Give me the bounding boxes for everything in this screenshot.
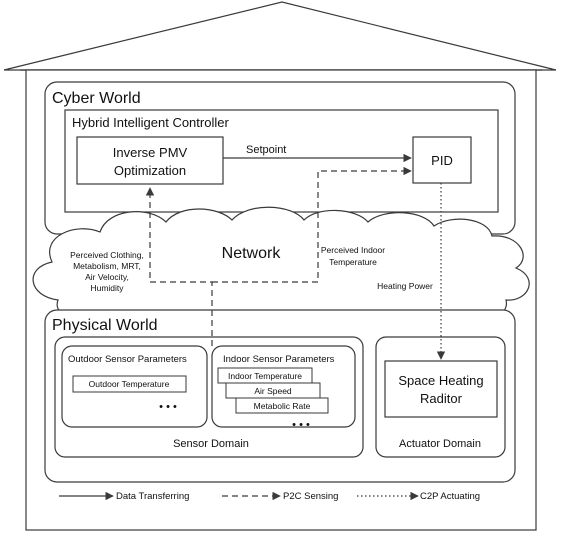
sensor-domain-label: Sensor Domain — [173, 438, 249, 450]
metabolic-rate-label: Metabolic Rate — [253, 401, 311, 411]
network-label: Network — [221, 245, 281, 262]
actuator-domain-label: Actuator Domain — [399, 438, 481, 450]
cyber-world-label: Cyber World — [52, 90, 141, 107]
legend-p2c-sensing: P2C Sensing — [283, 491, 339, 502]
outdoor-sensor-title: Outdoor Sensor Parameters — [68, 354, 187, 365]
outdoor-temperature-label: Outdoor Temperature — [88, 379, 170, 389]
outdoor-ellipsis: • • • — [159, 401, 177, 413]
perceived-clothing-line4: Humidity — [90, 283, 124, 293]
perceived-clothing-line1: Perceived Clothing, — [70, 250, 144, 260]
perceived-clothing-line2: Metabolism, MRT, — [73, 261, 141, 271]
physical-world-label: Physical World — [52, 317, 158, 334]
house-roof — [4, 2, 556, 70]
legend-data-transferring: Data Transferring — [116, 491, 190, 502]
perceived-indoor-line2: Temperature — [329, 257, 377, 267]
perceived-indoor-line1: Perceived Indoor — [320, 245, 386, 255]
inverse-pmv-line2: Optimization — [113, 163, 187, 178]
setpoint-label: Setpoint — [246, 144, 287, 156]
indoor-ellipsis: • • • — [292, 419, 310, 431]
heating-power-label: Heating Power — [377, 281, 433, 291]
perceived-clothing-line3: Air Velocity, — [85, 272, 129, 282]
hybrid-controller-title: Hybrid Intelligent Controller — [72, 115, 229, 130]
space-heating-line2: Raditor — [420, 391, 462, 406]
space-heating-box — [385, 361, 497, 417]
legend-c2p-actuating: C2P Actuating — [420, 491, 481, 502]
indoor-temperature-label: Indoor Temperature — [227, 371, 303, 381]
inverse-pmv-line1: Inverse PMV — [112, 145, 188, 160]
air-speed-label: Air Speed — [254, 386, 292, 396]
indoor-sensor-title: Indoor Sensor Parameters — [223, 354, 335, 365]
pid-label: PID — [431, 153, 453, 168]
space-heating-line1: Space Heating — [398, 373, 484, 388]
